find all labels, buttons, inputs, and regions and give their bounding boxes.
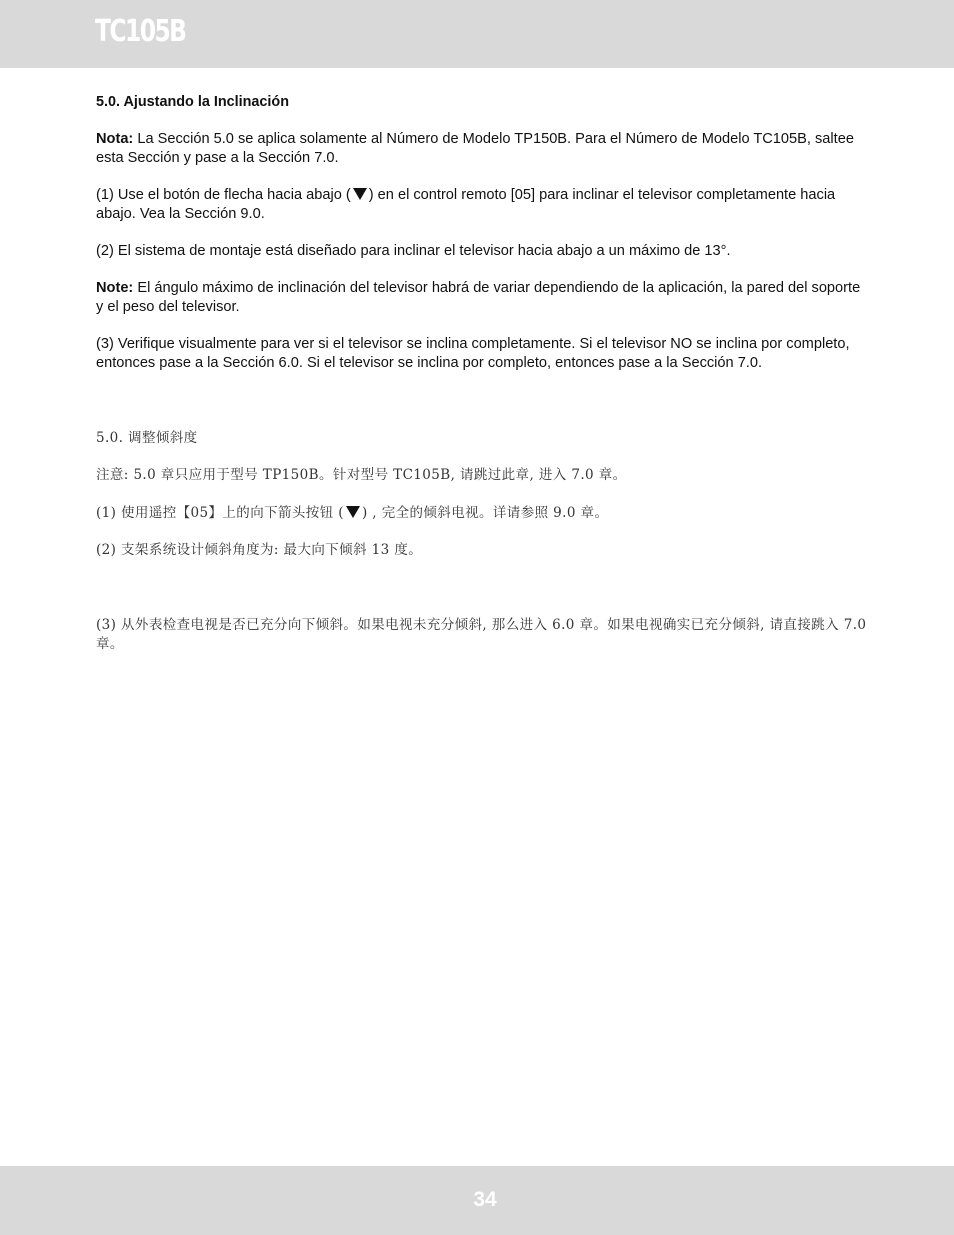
step-1-es-before: (1) Use el botón de flecha hacia abajo ( (96, 187, 351, 203)
step-1-es (96, 186, 864, 224)
step-1-zh-after: ) , 完全的倾斜电视。详请参照 9.0 章。 (361, 505, 609, 521)
model-title: TC105B (95, 14, 186, 49)
down-triangle-icon (346, 506, 360, 518)
step-3-es: (3) Verifique visualmente para ver si el televisor se inclina completamente. Si el televisor NO se inclina por completo, entonces pase a la Sección 6.0. Si el televisor se inclina por completo, entonces pase a la Sección 7.0. (96, 336, 850, 371)
section-heading-es: 5.0. Ajustando la Inclinación (96, 94, 289, 110)
step-1-zh (96, 504, 876, 523)
step-3-zh: (3) 从外表检查电视是否已充分向下倾斜。如果电视未充分倾斜, 那么进入 6.0 章。如果电视确实已充分倾斜, 请直接跳入 7.0 章。 (96, 617, 867, 652)
page-footer (0, 1166, 954, 1235)
step-2-zh: (2) 支架系统设计倾斜角度为: 最大向下倾斜 13 度。 (96, 542, 423, 558)
step-1-es-after: ) en el control remoto [05] para inclinar el televisor completamente hacia abajo. Vea la Sección 9.0. (96, 187, 836, 222)
note-text: El ángulo máximo de inclinación del televisor habrá de variar dependiendo de la aplicación, la pared del soporte y el peso del televisor. (96, 280, 861, 315)
nota-label: Nota: (96, 131, 134, 147)
nota-text: La Sección 5.0 se aplica solamente al Número de Modelo TP150B. Para el Número de Modelo TC105B, saltee esta Sección y pase a la Sección 7.0. (96, 131, 854, 166)
page-number: 34 (473, 1188, 497, 1211)
step-2-es: (2) El sistema de montaje está diseñado para inclinar el televisor hacia abajo a un máximo de 13°. (96, 243, 731, 259)
spanish-section (96, 93, 864, 373)
note-label: Note: (96, 280, 134, 296)
note-paragraph (96, 279, 864, 317)
nota-paragraph (96, 130, 864, 168)
page-header (0, 0, 954, 68)
note-zh: 注意: 5.0 章只应用于型号 TP150B。针对型号 TC105B, 请跳过此章, 进入 7.0 章。 (96, 467, 627, 483)
step-1-zh-before: (1) 使用遥控【05】上的向下箭头按钮 ( (96, 505, 344, 521)
down-triangle-icon (353, 188, 367, 200)
section-heading-zh: 5.0. 调整倾斜度 (96, 430, 198, 446)
